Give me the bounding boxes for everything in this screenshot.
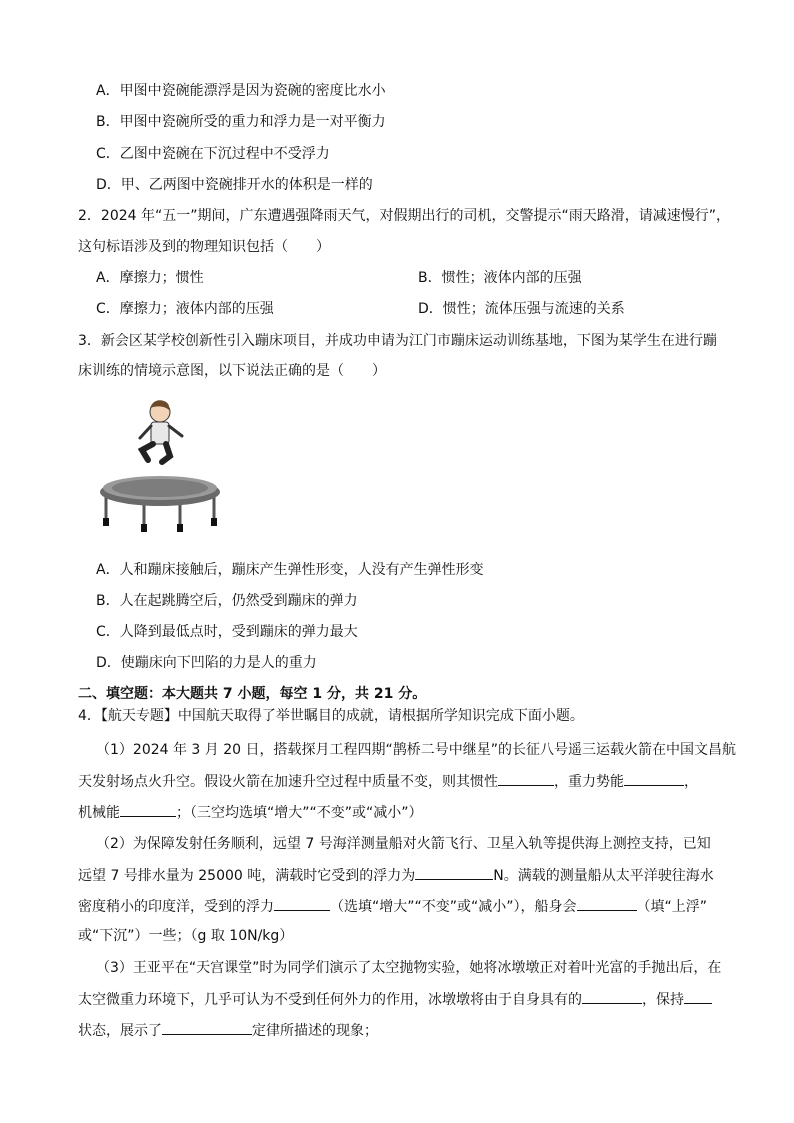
q2-option-b: B．惯性；液体内部的压强 [418,270,582,286]
q1-option-c: C．乙图中瓷碗在下沉过程中不受浮力 [96,146,330,162]
answer-blank[interactable] [577,896,637,911]
q4-p3-line3: 状态，展示了 定律所描述的现象； [78,1020,378,1041]
q2-stem-line1: 2．2024 年“五一”期间，广东遭遇强降雨天气，对假期出行的司机，交警提示“雨天路滑，请减速慢行”， [78,208,730,224]
q4-p2-line3: 密度稍小的印度洋，受到的浮力 （选填“增大”“不变”或“减小”），船身会 （填“上浮” [78,896,707,917]
trampoline-feet [103,518,217,532]
answer-blank[interactable] [415,865,493,880]
q3-option-b: B．人在起跳腾空后，仍然受到蹦床的弹力 [96,593,358,609]
answer-blank[interactable] [624,771,684,786]
q1-option-a: A．甲图中瓷碗能漂浮是因为瓷碗的密度比水小 [96,83,386,99]
answer-blank[interactable] [498,771,554,786]
q3-stem-line1: 3．新会区某学校创新性引入蹦床项目，并成功申请为江门市蹦床运动训练基地，下图为某学生在进行蹦 [78,333,717,349]
q1-option-d: D．甲、乙两图中瓷碗排开水的体积是一样的 [96,177,373,193]
q4-p1-line1: （1）2024 年 3 月 20 日，搭载探月工程四期“鹊桥二号中继星”的长征八号遥三运载火箭在中国文昌航 [96,742,737,758]
q3-stem-line2: 床训练的情境示意图，以下说法正确的是（ ） [78,363,386,379]
trampoline-jumper-illustration [96,398,226,533]
jumper-person [140,400,182,462]
q4-p3-line2: 太空微重力环境下，几乎可认为不受到任何外力的作用，冰墩墩将由于自身具有的 ，保持 [78,989,712,1010]
q2-stem-line2: 这句标语涉及到的物理知识包括（ ） [78,239,330,255]
q4-p2-line2: 远望 7 号排水量为 25000 吨，满载时它受到的浮力为 N。满载的测量船从太平洋驶往海水 [78,865,714,886]
q1-option-b: B．甲图中瓷碗所受的重力和浮力是一对平衡力 [96,114,386,130]
q4-p1-line2: 天发射场点火升空。假设火箭在加速升空过程中质量不变，则其惯性 ，重力势能 ， [78,771,698,792]
answer-blank[interactable] [120,802,176,817]
q4-stem: 4．【航天专题】中国航天取得了举世瞩目的成就，请根据所学知识完成下面小题。 [78,708,584,724]
section-title-fill-blank: 二、填空题：本大题共 7 小题，每空 1 分，共 21 分。 [78,686,427,702]
q2-option-d: D．惯性；流体压强与流速的关系 [418,301,625,317]
q4-p3-line1: （3）王亚平在“天宫课堂”时为同学们演示了太空抛物实验，她将冰墩墩正对着叶光富的手抛出后，在 [96,960,722,976]
q3-option-c: C．人降到最低点时，受到蹦床的弹力最大 [96,624,358,640]
q4-p2-line4: 或“下沉”）一些；（g 取 10N/kg） [78,928,294,944]
q2-option-a: A．摩擦力；惯性 [96,270,204,286]
answer-blank[interactable] [162,1020,252,1035]
q2-option-c: C．摩擦力；液体内部的压强 [96,301,274,317]
q4-p1-line3: 机械能 ；（三空均选填“增大”“不变”或“减小”） [78,802,423,823]
answer-blank[interactable] [582,989,642,1004]
answer-blank[interactable] [684,989,712,1004]
q3-option-a: A．人和蹦床接触后，蹦床产生弹性形变，人没有产生弹性形变 [96,562,484,578]
q4-p2-line1: （2）为保障发射任务顺利，远望 7 号海洋测量船对火箭飞行、卫星入轨等提供海上测控支持，已知 [96,836,711,852]
answer-blank[interactable] [274,896,330,911]
q3-option-d: D．使蹦床向下凹陷的力是人的重力 [96,655,317,671]
